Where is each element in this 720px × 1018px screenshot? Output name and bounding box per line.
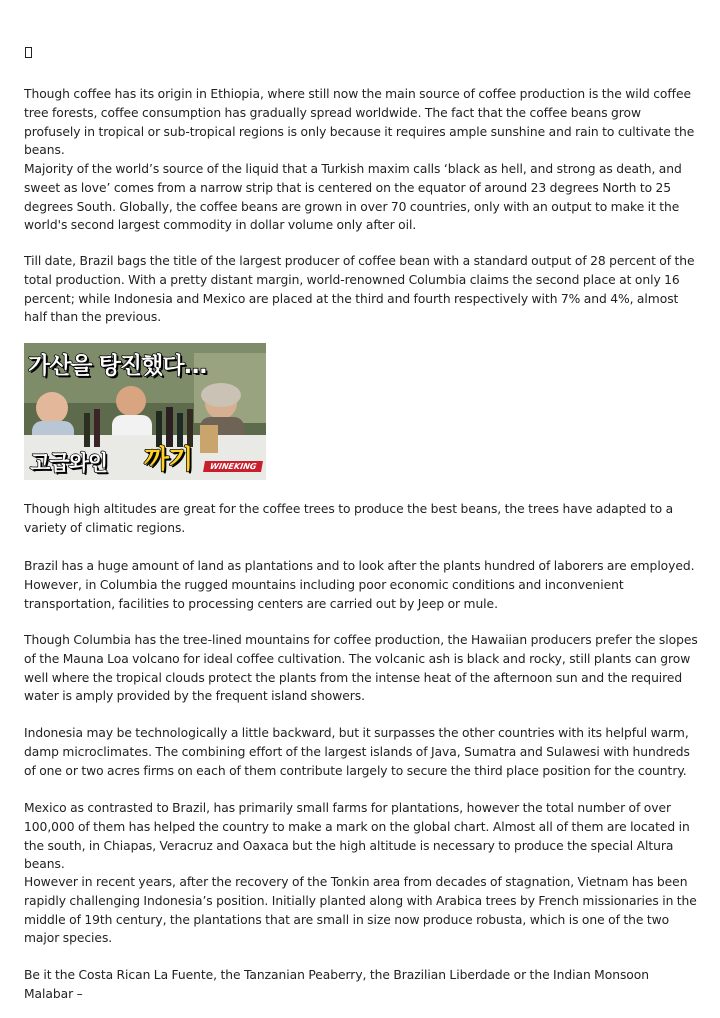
paragraph-indonesia: Indonesia may be technologically a little backward, but it surpasses the other countries with its helpful warm, damp microclimates. The combining effort of the largest islands of Java, Sumatra and Sulawesi with hundreds of one or two acres firms on each of them contribute largely to secure the third place position for the country. [24,726,690,778]
paragraph-varieties: Be it the Costa Rican La Fuente, the Tanzanian Peaberry, the Brazilian Liberdade or the Indian Monsoon Malabar – [24,968,650,1001]
paragraph-mexico [24,799,700,874]
paragraph-origin: Though coffee has its origin in Ethiopia, where still now the main source of coffee production is the wild coffee tree forests, coffee consumption has gradually spread worldwide. The fact that the coffee beans grow profusely in tropical or sub-tropical regions is only because it requires ample sunshine and rain to cultivate the beans. [24,87,695,158]
paragraph-brazil-land: Brazil has a huge amount of land as plantations and to look after the plants hundred of laborers are employed. However, in Columbia the rugged mountains including poor economic conditions and inconvenient transportation, facilities to processing centers are carried out by Jeep or mule. [24,559,695,611]
thumbnail-title: 가산을 탕진했다... [28,353,207,379]
thumbnail-caption-white: 고급와인 [30,451,108,475]
wine-video-thumbnail [24,343,266,480]
thumbnail-caption-yellow: 까기 [144,445,193,475]
mexico-text-before: Mexico as contrasted to Brazil, has primarily small farms for plantations, however [24,801,523,815]
paragraph-hawaii: Though Columbia has the tree-lined mountains for coffee production, the Hawaiian producers prefer the slopes of the Mauna Loa volcano for ideal coffee cultivation. The volcanic ash is black and rocky, still plants can grow well where the tropical clouds protect the plants from the intense heat of the afternoon sun and the required water is amply provided by the frequent island showers. [24,633,698,704]
channel-badge: WINEKING [203,461,263,472]
paragraph-majority: Majority of the world’s source of the liquid that a Turkish maxim calls ‘black as hell, and strong as death, and sweet as love’ comes from a narrow strip that is centered on the equator of around 23 degrees North to 25 degrees South. Globally, the coffee beans are grown in over 70 countries, only with an output to make it the world's second largest commodity in dollar volume only after oil. [24,162,682,233]
paragraph-brazil-largest: Till date, Brazil bags the title of the largest producer of coffee bean with a standard output of 28 percent of the total production. With a pretty distant margin, world-renowned Columbia claims the second place at only 16 percent; while Indonesia and Mexico are placed at the third and fourth respectively with 7% and 4%, almost half than the previous. [24,254,695,325]
mexico-text-after: the total number of over 100,000 of them has helped the country to make a mark on the global chart. Almost all of them are located in the south, in Chiapas, Veracruz and Oaxaca but the high altitude is necessary to produce the special Altura beans. [24,801,690,872]
paragraph-vietnam: However in recent years, after the recovery of the Tonkin area from decades of stagnation, Vietnam has been rapidly challenging Indonesia’s position. Initially planted along with Arabica trees by French missionaries in the middle of 19th century, the plantations that are small in size now produce robusta, which is one of the two major species. [24,875,697,946]
paragraph-altitudes: Though high altitudes are great for the coffee trees to produce the best beans, the trees have adapted to a variety of climatic regions. [24,502,674,535]
missing-glyph-icon [25,47,32,58]
